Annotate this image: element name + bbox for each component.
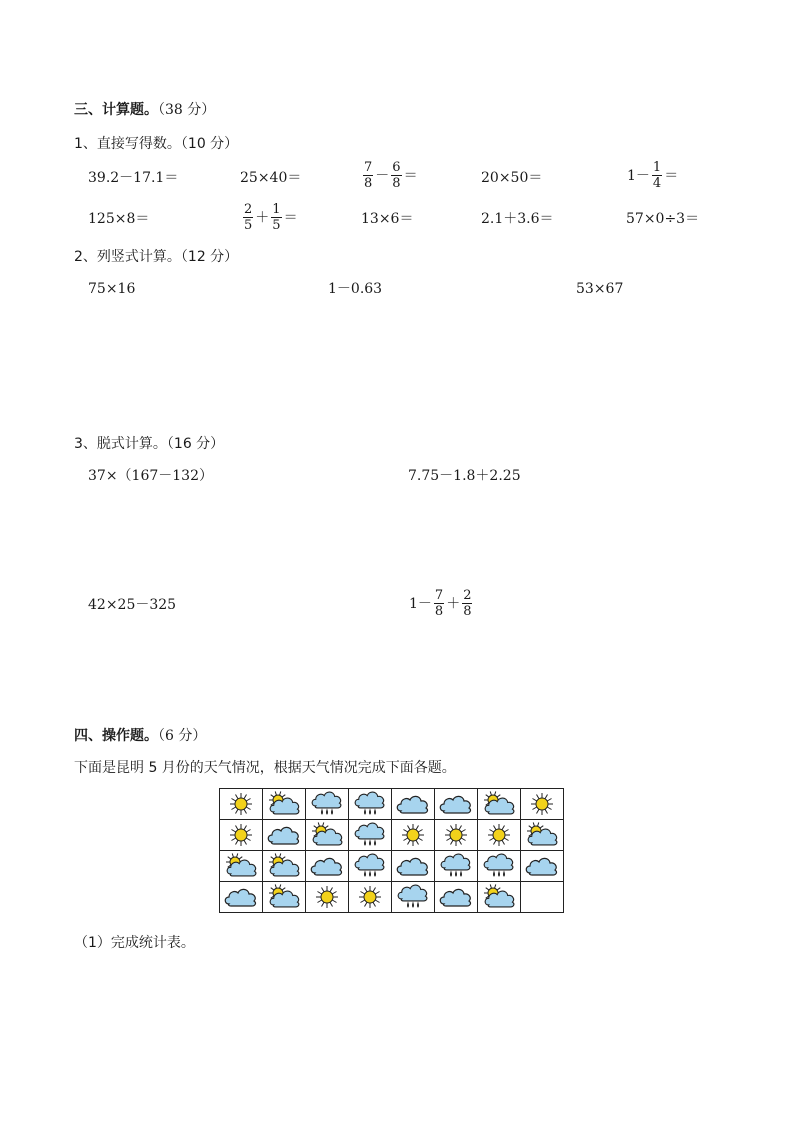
weather-cell [263, 851, 306, 882]
q3-b: 7.75－1.8＋2.25 [408, 468, 521, 484]
fraction: $\frac{1}{4}$ [652, 160, 662, 191]
section4-heading [74, 729, 206, 743]
fraction: $\frac{7}{8}$ [364, 160, 373, 191]
cloud-icon [220, 884, 262, 910]
q1-label: 1、直接写得数。（10 分） [74, 136, 239, 152]
q1-r1-b: 25×40＝ [240, 170, 302, 186]
q2-label: 2、列竖式计算。（12 分） [74, 249, 239, 265]
weather-cell [435, 820, 478, 851]
fraction: $\frac{1}{5}$ [272, 202, 281, 233]
cloud-icon [263, 822, 305, 848]
section4-sub1: （1）完成统计表。 [74, 935, 195, 951]
weather-cell [521, 882, 564, 913]
weather-cell [263, 882, 306, 913]
q3-label: 3、脱式计算。（16 分） [74, 436, 225, 452]
weather-cell [306, 789, 349, 820]
section3-points: （38 分） [158, 102, 216, 118]
weather-cell [478, 882, 521, 913]
q2-item-3: 53×67 [576, 281, 624, 297]
cloud-icon [435, 791, 477, 817]
partly-cloudy-icon [478, 791, 520, 817]
section4-intro: 下面是昆明 5 月份的天气情况，根据天气情况完成下面各题。 [74, 760, 456, 776]
rain-icon [478, 853, 520, 879]
weather-cell [220, 820, 263, 851]
weather-grid [219, 788, 564, 913]
rain-icon [392, 884, 434, 910]
weather-cell [220, 851, 263, 882]
partly-cloudy-icon [263, 884, 305, 910]
weather-cell [349, 882, 392, 913]
weather-cell [478, 820, 521, 851]
q1-r2-e: 57×0÷3＝ [626, 211, 700, 227]
weather-cell [521, 789, 564, 820]
sun-icon [392, 822, 434, 848]
weather-row [220, 882, 564, 913]
rain-icon [349, 853, 391, 879]
weather-row [220, 789, 564, 820]
partly-cloudy-icon [478, 884, 520, 910]
partly-cloudy-icon [263, 791, 305, 817]
q1-r1-a: 39.2－17.1＝ [88, 170, 179, 186]
section3-heading [74, 103, 215, 117]
q1-r2-b: $\frac{2}{5}$ ＋ $\frac{1}{5}$ ＝ [244, 202, 298, 233]
fraction: $\frac{7}{8}$ [434, 588, 444, 619]
weather-cell [435, 882, 478, 913]
partly-cloudy-icon [263, 853, 305, 879]
partly-cloudy-icon [220, 853, 262, 879]
weather-cell [392, 851, 435, 882]
weather-row [220, 851, 564, 882]
sun-icon [521, 791, 563, 817]
partly-cloudy-icon [521, 822, 563, 848]
weather-cell [392, 789, 435, 820]
section4-title: 四、操作题。 [74, 728, 158, 744]
cloud-icon [392, 853, 434, 879]
rain-icon [349, 791, 391, 817]
weather-cell [521, 851, 564, 882]
sun-icon [435, 822, 477, 848]
weather-cell [478, 789, 521, 820]
cloud-icon [435, 884, 477, 910]
partly-cloudy-icon [306, 822, 348, 848]
weather-cell [349, 789, 392, 820]
weather-cell [478, 851, 521, 882]
sun-icon [478, 822, 520, 848]
rain-icon [435, 853, 477, 879]
sun-icon [349, 884, 391, 910]
sun-icon [220, 791, 262, 817]
q1-r1-c: $\frac{7}{8}$ － $\frac{6}{8}$ ＝ [364, 160, 418, 191]
weather-cell [220, 789, 263, 820]
weather-cell [435, 789, 478, 820]
q3-a: 37×（167－132） [88, 468, 213, 484]
q2-item-1: 75×16 [88, 281, 136, 297]
cloud-icon [521, 853, 563, 879]
weather-cell [263, 789, 306, 820]
cloud-icon [306, 853, 348, 879]
weather-cell [392, 820, 435, 851]
weather-cell [306, 882, 349, 913]
cloud-icon [392, 791, 434, 817]
weather-cell [349, 851, 392, 882]
fraction: $\frac{2}{5}$ [244, 202, 253, 233]
q3-d: 1－ $\frac{7}{8}$ ＋ $\frac{2}{8}$ [409, 588, 472, 619]
weather-cell [392, 882, 435, 913]
weather-cell [306, 851, 349, 882]
section4-points: （6 分） [158, 728, 207, 744]
q1-r2-a: 125×8＝ [88, 211, 150, 227]
sun-icon [220, 822, 262, 848]
sun-icon [306, 884, 348, 910]
rain-icon [349, 822, 391, 848]
rain-icon [306, 791, 348, 817]
section3-title: 三、计算题。 [74, 102, 158, 118]
q3-c: 42×25－325 [88, 597, 177, 613]
q1-r1-d: 20×50＝ [481, 170, 543, 186]
q2-item-2: 1－0.63 [328, 281, 383, 297]
weather-cell [220, 882, 263, 913]
weather-cell [349, 820, 392, 851]
weather-cell [435, 851, 478, 882]
q1-r1-e: 1－ $\frac{1}{4}$ ＝ [627, 160, 679, 191]
q1-r2-d: 2.1＋3.6＝ [481, 211, 554, 227]
weather-cell [263, 820, 306, 851]
weather-cell [521, 820, 564, 851]
fraction: $\frac{6}{8}$ [392, 160, 401, 191]
q1-r2-c: 13×6＝ [361, 211, 414, 227]
weather-cell [306, 820, 349, 851]
fraction: $\frac{2}{8}$ [463, 588, 472, 619]
weather-row [220, 820, 564, 851]
